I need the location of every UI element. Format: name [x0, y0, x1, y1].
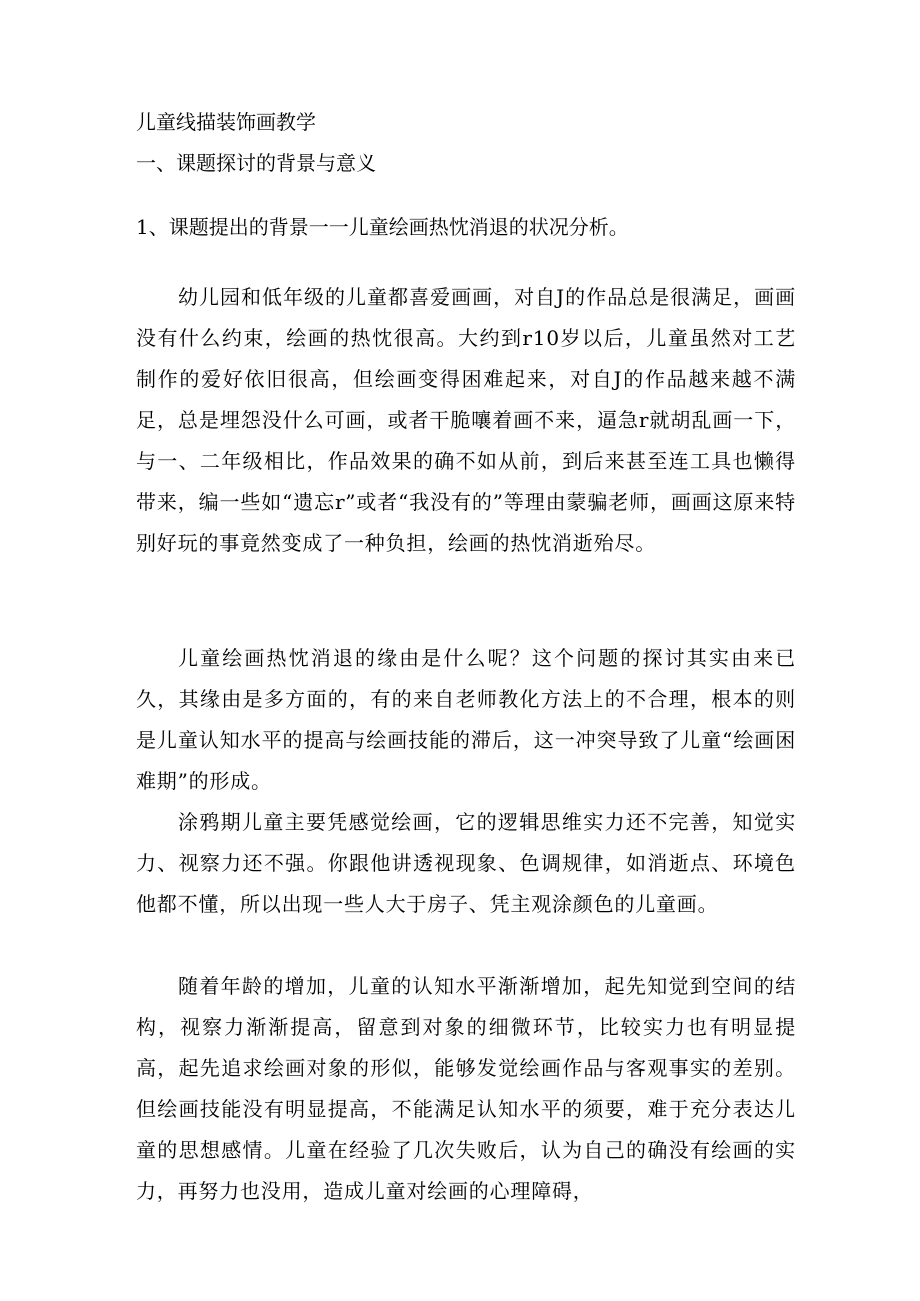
subsection-heading: 1、课题提出的背景一一儿童绘画热忱消退的状况分析。	[136, 215, 629, 239]
paragraph: 涂鸦期儿童主要凭感觉绘画，它的逻辑思维实力还不完善，知觉实力、视察力还不强。你跟他讲透视现象、色调规律，如消逝点、环境色他都不懂，所以出现一些人大于房子、凭主观涂颜色的儿童画。	[136, 810, 796, 916]
paragraph: 幼儿园和低年级的儿童都喜爱画画，对自J的作品总是很满足，画画没有什么约束，绘画的热忱很高。大约到r10岁以后，儿童虽然对工艺制作的爱好依旧很高，但绘画变得困难起来，对自J的作品越来越不满足，总是埋怨没什么可画，或者干脆嚷着画不来，逼急r就胡乱画一下，与一、二年级相比，作品效果的确不如从前，到后来甚至连工具也懒得带来，编一些如“遗忘r”或者“我没有的”等理由蒙骗老师，画画这原来特别好玩的事竟然变成了一种负担，绘画的热忱消逝殆尽。	[136, 285, 796, 555]
section-heading: 一、课题探讨的背景与意义	[136, 151, 376, 175]
paragraph: 随着年龄的增加，儿童的认知水平渐渐增加，起先知觉到空间的结构，视察力渐渐提高，留意到对象的细微环节，比较实力也有明显提高，起先追求绘画对象的形似，能够发觉绘画作品与客观事实的差别。但绘画技能没有明显提高，不能满足认知水平的须要，难于充分表达儿童的思想感情。儿童在经验了几次失败后，认为自己的确没有绘画的实力，再努力也没用，造成儿童对绘画的心理障碍，	[136, 974, 796, 1203]
document-title: 儿童线描装饰画教学	[136, 110, 316, 134]
paragraph: 儿童绘画热忱消退的缘由是什么呢？这个问题的探讨其实由来已久，其缘由是多方面的，有的来自老师教化方法上的不合理，根本的则是儿童认知水平的提高与绘画技能的滞后，这一冲突导致了儿童“绘画困难期”的形成。	[136, 646, 796, 793]
